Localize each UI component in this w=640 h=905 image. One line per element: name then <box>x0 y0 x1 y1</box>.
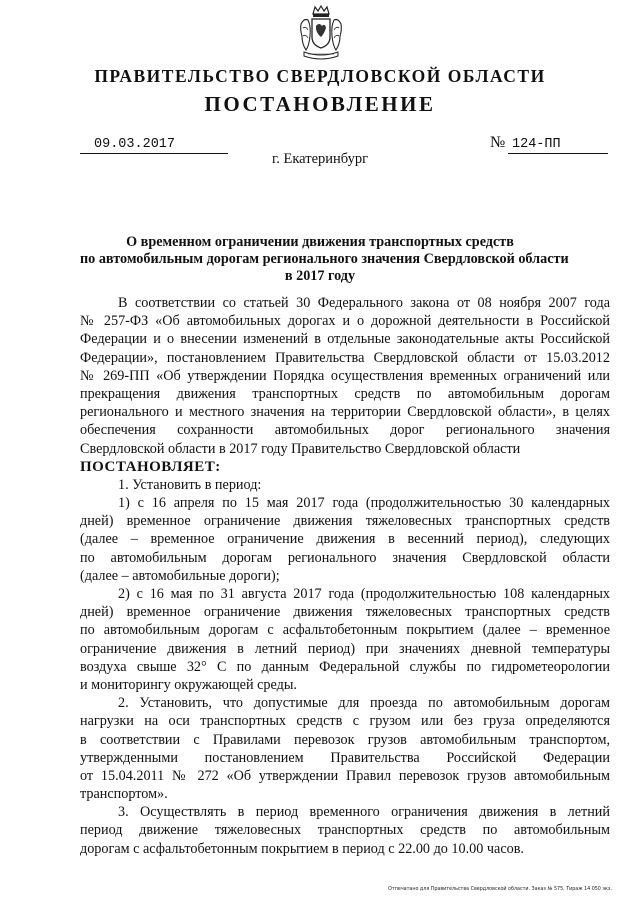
text-line: по автомобильным дорогам с асфальтобетонным покрытием (далее – временное <box>80 622 610 639</box>
text-line: транспортом». <box>80 786 168 803</box>
number-sign: № <box>490 134 506 151</box>
item-1-1 <box>80 494 610 585</box>
text-line: 3. Осуществлять в период временного ограничения движения в летний <box>118 804 610 821</box>
text-line: (далее – автомобильные дороги); <box>80 567 280 584</box>
text-line: Федерации и о внесении изменений в отдельные законодательные акты Российской <box>80 331 610 348</box>
text-line: № 269-ПП «Об утверждении Порядка осуществления временных ограничений или <box>80 367 610 384</box>
text-line: ограничение движения в летний период) при значениях дневной температуры <box>80 640 610 657</box>
text-line: (далее – временное ограничение движения в весенний период), следующих <box>80 531 610 548</box>
text-line: дней) временное ограничение движения тяжеловесных транспортных средств <box>80 604 610 621</box>
text-line: Федерации», постановлением Правительства Свердловской области от 15.03.2012 <box>80 349 610 366</box>
item-3 <box>80 803 610 858</box>
preamble <box>80 294 610 458</box>
text-line: прекращения движения транспортных средств по автомобильным дорогам <box>80 385 610 402</box>
item-1-2 <box>80 585 610 694</box>
text-line: от 15.04.2011 № 272 «Об утверждении Правил перевозок грузов автомобильным <box>80 767 610 784</box>
text-line: регионального и местного значения на территории Свердловской области», в целях <box>80 404 610 421</box>
print-footer: Отпечатано для Правительства Свердловской области. Заказ № 575. Тираж 14 050 экз. <box>388 887 612 892</box>
resolves-keyword: ПОСТАНОВЛЯЕТ: <box>80 458 221 475</box>
city: г. Екатеринбург <box>271 151 369 167</box>
text-line: Свердловской области в 2017 году Правительство Свердловской области <box>80 440 521 457</box>
text-line: обеспечения сохранности автомобильных дорог регионального значения <box>80 422 610 439</box>
text-line: нагрузки на оси транспортных средств с грузом или без груза определяются <box>80 713 610 730</box>
text-line: № 257-ФЗ «Об автомобильных дорогах и о дорожной деятельности в Российской <box>80 313 610 330</box>
document-type: ПОСТАНОВЛЕНИЕ <box>204 92 436 116</box>
document-title <box>80 234 569 285</box>
document-date: 09.03.2017 <box>80 137 228 154</box>
text-line: период движение тяжеловесных транспортных средств по автомобильным <box>80 822 610 839</box>
text-line: 2. Установить, что допустимые для проезда по автомобильным дорогам <box>118 695 610 712</box>
text-line: В соответствии со статьей 30 Федерального закона от 08 ноября 2007 года <box>118 295 610 311</box>
text-line: и мониторингу окружающей среды. <box>80 676 297 693</box>
document-body <box>80 294 610 858</box>
document-number: 124-ПП <box>508 137 608 154</box>
text-line: 1) с 16 апреля по 15 мая 2017 года (продолжительностью 30 календарных <box>118 495 610 512</box>
coat-of-arms-emblem <box>298 4 344 62</box>
title-line: по автомобильным дорогам регионального значения Свердловской области <box>80 251 569 267</box>
government-name: ПРАВИТЕЛЬСТВО СВЕРДЛОВСКОЙ ОБЛАСТИ <box>94 66 546 86</box>
item-1-intro: 1. Установить в период: <box>118 476 262 493</box>
text-line: 2) с 16 мая по 31 августа 2017 года (продолжительностью 108 календарных <box>118 586 610 602</box>
text-line: дней) временное ограничение движения тяжеловесных транспортных средств <box>80 513 610 530</box>
text-line: по автомобильным дорогам регионального значения Свердловской области <box>80 549 610 566</box>
item-2 <box>80 694 610 803</box>
text-line: в соответствии с Правилами перевозок грузов автомобильным транспортом, <box>80 731 610 748</box>
text-line: воздуха свыше 32° С по данным Федеральной службы по гидрометеорологии <box>80 658 610 675</box>
title-line: О временном ограничении движения транспортных средств <box>126 234 514 250</box>
text-line: утвержденными постановлением Правительства Российской Федерации <box>80 749 610 766</box>
title-line: в 2017 году <box>284 268 356 284</box>
text-line: дорогам с асфальтобетонным покрытием в период с 22.00 до 10.00 часов. <box>80 840 524 857</box>
